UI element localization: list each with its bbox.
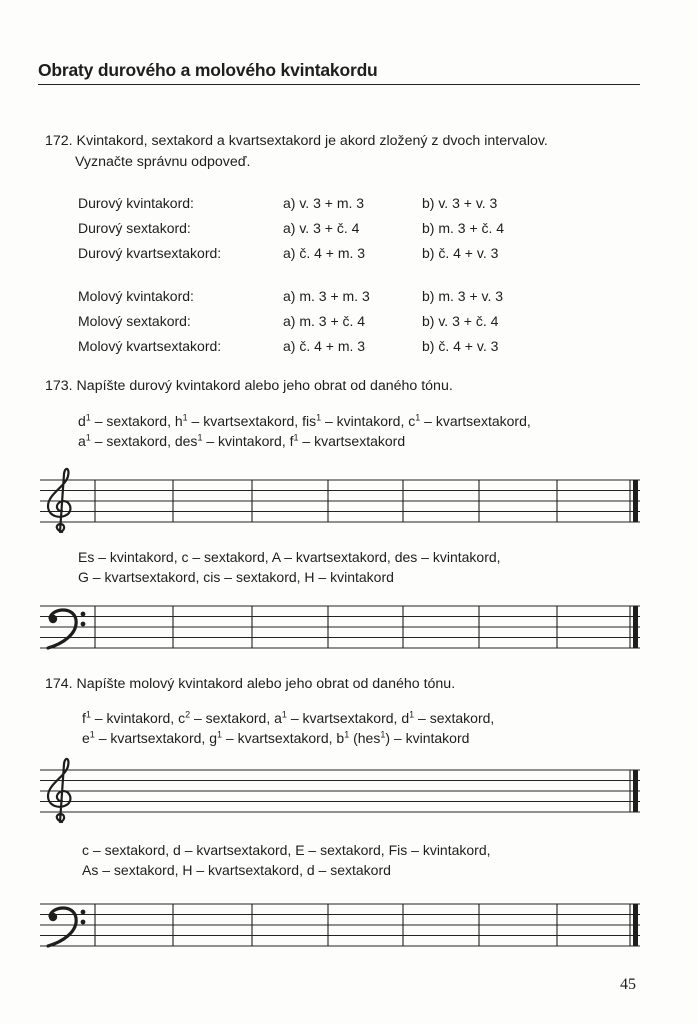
option-a: a) č. 4 + m. 3 [283,245,366,261]
notes-line: G – kvartsextakord, cis – sextakord, H – kvintakord [78,569,394,585]
notes-line: As – sextakord, H – kvartsextakord, d – sextakord [82,862,391,878]
answer-label: Molový kvartsextakord: [78,338,222,354]
bass-staff-173[interactable] [40,606,640,650]
answer-label: Molový kvintakord: [78,288,194,304]
option-a: a) č. 4 + m. 3 [283,338,366,354]
answer-label: Durový kvintakord: [78,195,194,211]
treble-staff-174[interactable] [40,770,640,814]
question-172-line2: Vyznačte správnu odpoveď. [75,154,251,170]
notes-line: $f^1$ – kvintakord, $c^2$ – sextakord, $a^1$ – kvartsextakord, $d^1$ – sextakord, [82,709,495,726]
page-number: 45 [620,976,636,993]
staff-lines [40,904,640,948]
q174-treble-notes [82,708,494,748]
question-174: 174. Napíšte molový kvintakord alebo jeho obrat od daného tónu. [45,676,456,692]
answer-label: Durový sextakord: [78,220,191,236]
option-a: a) m. 3 + m. 3 [283,288,370,304]
q174-bass-notes [82,840,491,880]
option-a: a) m. 3 + č. 4 [283,313,366,329]
question-172-line1: 172. Kvintakord, sextakord a kvartsextakord je akord zložený z dvoch intervalov. [45,133,548,149]
q173-treble-notes [78,411,531,451]
section-title: Obraty durového a molového kvintakordu [38,60,378,80]
bass-clef-icon [48,908,85,946]
q173-bass-notes [78,547,501,587]
question-173: 173. Napíšte durový kvintakord alebo jeho obrat od daného tónu. [45,378,453,394]
notes-line: $e^1$ – kvartsextakord, $g^1$ – kvartsextakord, $b^1$ (hes$^1$) – kvintakord [82,729,470,746]
option-b: b) č. 4 + v. 3 [422,338,499,354]
answer-label: Molový sextakord: [78,313,191,329]
notes-line: Es – kvintakord, c – sextakord, A – kvartsextakord, des – kvintakord, [78,549,501,565]
treble-staff-173[interactable] [40,480,640,524]
staff-lines [40,606,640,650]
option-a: a) v. 3 + č. 4 [283,220,360,236]
option-b: b) m. 3 + č. 4 [422,220,505,236]
option-b: b) m. 3 + v. 3 [422,288,504,304]
option-b: b) v. 3 + č. 4 [422,313,499,329]
option-b: b) v. 3 + v. 3 [422,195,498,211]
question-172 [45,131,548,173]
staff-lines [40,480,640,524]
option-b: b) č. 4 + v. 3 [422,245,499,261]
notes-line: c – sextakord, d – kvartsextakord, E – sextakord, Fis – kvintakord, [82,842,491,858]
bass-clef-icon [48,610,85,648]
bass-staff-174[interactable] [40,904,640,948]
option-a: a) v. 3 + m. 3 [283,195,365,211]
notes-line: $a^1$ – sextakord, des$^1$ – kvintakord, $f^1$ – kvartsextakord [78,432,406,449]
notes-line: $d^1$ – sextakord, $h^1$ – kvartsextakord, fis$^1$ – kvintakord, $c^1$ – kvartsextakord, [78,412,531,429]
answer-label: Durový kvartsextakord: [78,245,222,261]
title-underline [38,84,640,85]
staff-lines [40,770,640,814]
